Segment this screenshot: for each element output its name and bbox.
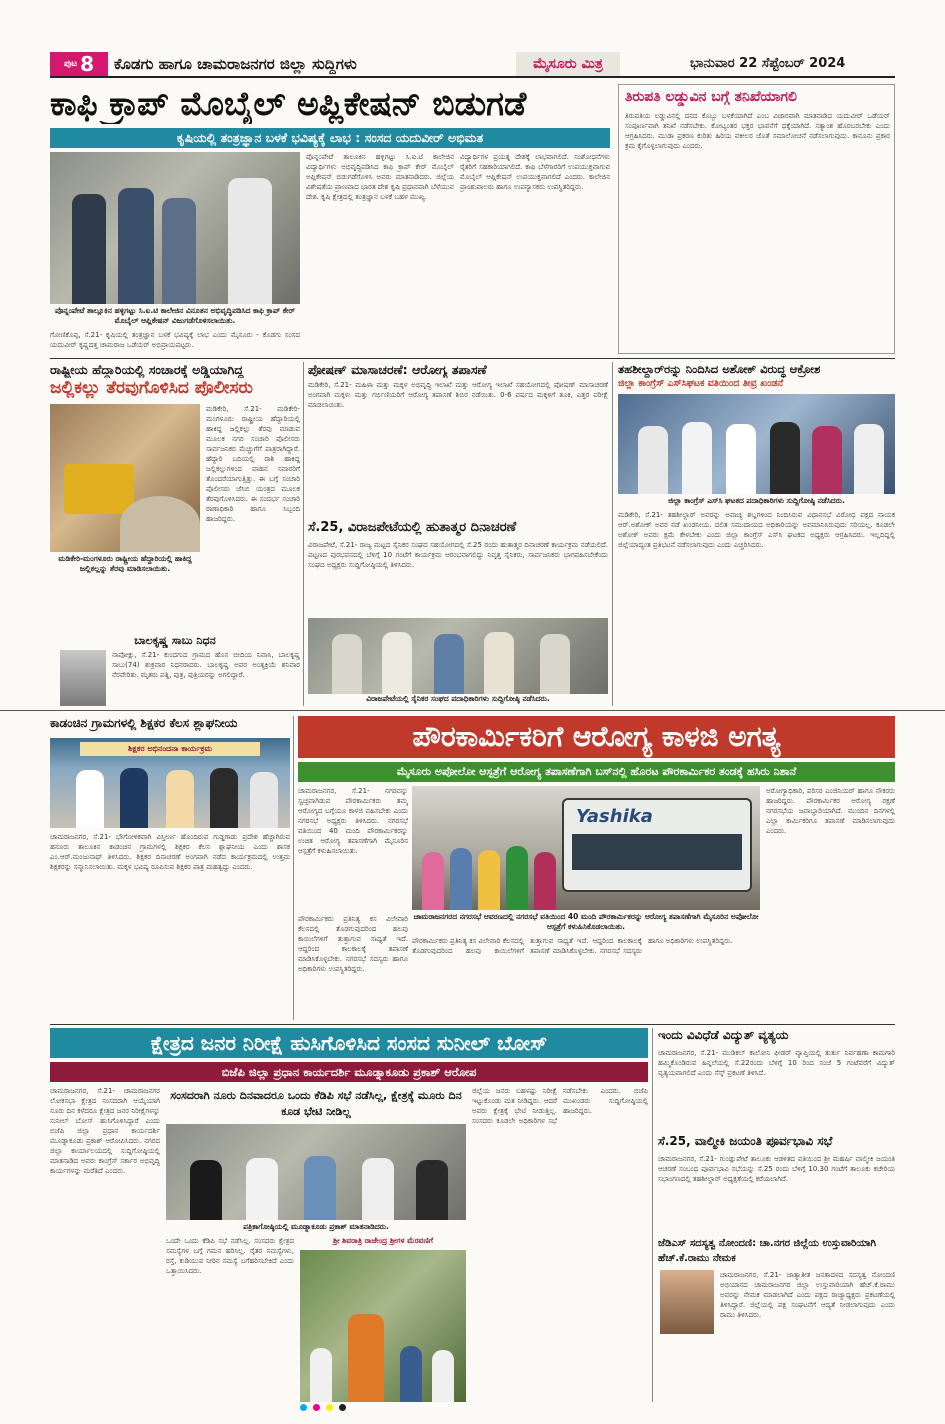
procession-photo — [300, 1250, 466, 1402]
pourakarmika-headline-bar — [298, 716, 895, 758]
police-photo-caption: ಮಡಿಕೇರಿ-ಮಂಗಳೂರು ರಾಷ್ಟ್ರೀಯ ಹೆದ್ದಾರಿಯಲ್ಲಿ ಹಾಕಿದ್ದ ಜಲ್ಲಿಕಲ್ಲನ್ನು ತೆರವು ಮಾಡಿಸಲಾಯಿತು. — [58, 554, 192, 573]
column-divider — [652, 1028, 653, 1402]
page-number: 8 — [80, 52, 95, 76]
sunil-body-3: ಜಿಲ್ಲೆಯ ಜನರು ಬಹಳಷ್ಟು ನಿರೀಕ್ಷೆ ಇಟ್ಟುಕೊಂಡು ಮತ ನೀಡಿದ್ದರು. ಆದರೆ ಅವರು ಕ್ಷೇತ್ರಕ್ಕೆ ಭೇಟಿ ನೀಡುತ್ತಿಲ್ಲ. ಸಂಸದರು ಕೂಡಲೇ ಅಧಿಕಾರಿಗಳ ಸಭೆ ನಡೆಸಬೇಕು ಎಂದರು. ಬಿಜೆಪಿ ಮುಖಂಡರು ಸುದ್ದಿಗೋಷ್ಠಿಯಲ್ಲಿ ಹಾಜರಿದ್ದರು. — [472, 1087, 648, 1125]
sunil-photo — [166, 1124, 466, 1220]
section-title: ಕೊಡಗು ಹಾಗೂ ಚಾಮರಾಜನಗರ ಜಿಲ್ಲಾ ಸುದ್ದಿಗಳು — [114, 55, 357, 73]
police-photo — [50, 404, 200, 552]
lead-body-2: ಪೊನ್ನಂಪೇಟೆ ತಾಲೂಕಿನ ಹಳ್ಳಿಗಟ್ಟು ಸಿ.ಐ.ಟಿ ಕಾಲೇಜಿನ ವಿದ್ಯಾರ್ಥಿಗಳು ಅಭಿವೃದ್ಧಿಪಡಿಸಿದ ಕಾಫಿ ಕ್ರಾಪ್ ಕೇರ್ ಮೊಬೈಲ್ ಅಪ್ಲಿಕೇಷನ್ ಬಿಡುಗಡೆಗೊಳಿಸಿ ಅವರು ಮಾತನಾಡಿದರು. ಜಿಲ್ಲೆಯ ವಿಶೇಷತೆಯ ಪ್ರಾಣವಾದ ಭಾರತ ದೇಶ ಕೃಷಿ ಪ್ರಧಾನವಾಗಿ ಬೆಳೆಯುವ ದೇಶ. ಕೃಷಿ ಕ್ಷೇತ್ರದಲ್ಲಿ ತಂತ್ರಜ್ಞಾನ ಬಳಕೆ ಬಹಳ ಮುಖ್ಯ. — [306, 153, 454, 201]
fold-line — [0, 710, 945, 711]
print-registration-marks — [300, 1404, 346, 1411]
pourakarmika-photo — [412, 786, 760, 910]
page-number-box — [50, 52, 108, 76]
tirupati-body: ತಿರುಪತಿಯ ಲಡ್ಡುವಿನಲ್ಲಿ ದನದ ಕೊಬ್ಬು ಬಳಕೆಯಾಗಿದೆ ಎಂಬ ವಿಚಾರವಾಗಿ ಮಾತನಾಡಿದ ಯದುವೀರ್ ಒಡೆಯರ್ ಸಂಪೂರ್ಣವಾಗಿ ತನಿಖೆ ನಡೆಸಬೇಕು. ಕೋಟ್ಯಂತರ ಭಕ್ತರ ಭಾವನೆಗೆ ಧಕ್ಕೆಯಾಗಿದೆ. ಸತ್ಯಾಂಶ ಹೊರಬರಬೇಕು ಎಂದು ಆಗ್ರಹಿಸಿದರು. ಮುಡಾ ಪ್ರಕರಣ ಕುರಿತು ಹಿರಿಯ ವಕೀಲರ ಜೊತೆ ಸಮಾಲೋಚನೆ ನಡೆಸಲಾಗುವುದು. ಕಾನೂನು ಪ್ರಕಾರ ಕ್ರಮ ಕೈಗೊಳ್ಳಲಾಗುವುದು ಎಂದರು. — [625, 112, 890, 150]
sunil-box-headline: ಸಂಸದರಾಗಿ ನೂರು ದಿನವಾದರೂ ಒಂದು ಕೆಡಿಪಿ ಸಭೆ ನಡೆಸಿಲ್ಲ, ಕ್ಷೇತ್ರಕ್ಕೆ ಮೂರು ದಿನ ಕೂಡ ಭೇಟಿ ನೀಡಿಲ್ಲ — [170, 1089, 462, 1118]
issue-date: ಭಾನುವಾರ 22 ಸೆಪ್ಟೆಂಬರ್ 2024 — [690, 56, 846, 71]
nutrition-headline: ಪೋಷಣ್ ಮಾಸಾಚರಣೆ: ಆರೋಗ್ಯ ತಪಾಸಣೆ — [308, 362, 487, 377]
police-headline: ಜಲ್ಲಿಕಲ್ಲು ತೆರವುಗೊಳಿಸಿದ ಪೊಲೀಸರು — [50, 378, 253, 398]
pourakarmika-body-3: ಅರೋಗ್ಯಾಧಿಕಾರಿ, ಪರಿಸರ ಎಂಜಿನಿಯರ್ ಹಾಗೂ ನೌಕರರು ಹಾಜರಿದ್ದರು. ಪೌರಕಾರ್ಮಿಕರ ಆರೋಗ್ಯ ರಕ್ಷಣೆ ನಗರಸಭೆಯ ಜವಾಬ್ದಾರಿಯಾಗಿದೆ. ಮುಂದಿನ ದಿನಗಳಲ್ಲಿ ಎಲ್ಲಾ ಕಾರ್ಮಿಕರಿಗೂ ತಪಾಸಣೆ ಮಾಡಿಸಲಾಗುವುದು ಎಂದರು. — [766, 787, 895, 835]
congress-body: ಮಡಿಕೇರಿ, ಸೆ.21- ತಹಶೀಲ್ದಾರ್ ಅವರನ್ನು ಅವಾಚ್ಯ ಶಬ್ದಗಳಿಂದ ನಿಂದಿಸಿರುವ ವಿಧಾನಸಭೆ ವಿರೋಧ ಪಕ್ಷದ ನಾಯಕ ಆರ್.ಅಶೋಕ್ ಅವರ ನಡೆ ಖಂಡನೀಯ. ದಲಿತ ಸಮುದಾಯದ ಅಧಿಕಾರಿಯನ್ನು ಅವಮಾನಿಸಿರುವುದು ಸರಿಯಲ್ಲ. ಕೂಡಲೇ ಅಶೋಕ್ ಅವರು ಕ್ಷಮೆ ಕೇಳಬೇಕು ಎಂದು ಜಿಲ್ಲಾ ಕಾಂಗ್ರೆಸ್ ಎಸ್‌ಸಿ ಘಟಕದ ಅಧ್ಯಕ್ಷರು ಆಗ್ರಹಿಸಿದರು. ಇಲ್ಲದಿದ್ದಲ್ಲಿ ಜಿಲ್ಲೆಯಾದ್ಯಂತ ಪ್ರತಿಭಟನೆ ನಡೆಸಲಾಗುವುದು ಎಂದು ಎಚ್ಚರಿಸಿದರು. — [618, 511, 895, 549]
tirupati-headline: ತಿರುಪತಿ ಲಡ್ಡುವಿನ ಬಗ್ಗೆ ತನಿಖೆಯಾಗಲಿ — [625, 89, 797, 105]
pourakarmika-subhead: ಮೈಸೂರು ಅಪೋಲೋ ಆಸ್ಪತ್ರೆಗೆ ಆರೋಗ್ಯ ತಪಾಸಣೆಗಾಗಿ ಬಸ್‌ನಲ್ಲಿ ಹೊರಟ ಪೌರಕಾರ್ಮಿಕರ ತಂಡಕ್ಕೆ ಹಸಿರು ನಿಶಾನೆ — [298, 762, 895, 782]
obituary-photo — [60, 650, 106, 706]
congress-headline: ತಹಶೀಲ್ದಾರ್‌ರನ್ನು ನಿಂದಿಸಿದ ಅಶೋಕ್ ವಿರುದ್ಧ ಆಕ್ರೋಶ — [618, 362, 821, 376]
martyrs-day-photo-caption: ವಿರಾಜಪೇಟೆಯಲ್ಲಿ ಸೈನಿಕರ ಸಂಘದ ಪದಾಧಿಕಾರಿಗಳು ಸುದ್ದಿಗೋಷ್ಠಿ ನಡೆಸಿದರು. — [366, 694, 550, 703]
sunil-photo-caption: ಪತ್ರಿಕಾಗೋಷ್ಠಿಯಲ್ಲಿ ಮೂಡ್ನಾಕೂಡು ಪ್ರಕಾಶ್ ಮಾತನಾಡಿದರು. — [243, 1222, 389, 1231]
lead-body-1: ಗೋಣಿಕೊಪ್ಪ, ಸೆ.21- ಕೃಷಿಯಲ್ಲಿ ತಂತ್ರಜ್ಞಾನ ಬಳಕೆ ಭವಿಷ್ಯಕ್ಕೆ ಲಾಭ ಎಂದು ಮೈಸೂರು - ಕೊಡಗು ಸಂಸದ ಯದುವೀರ್ ಕೃಷ್ಣದತ್ತ ಚಾಮರಾಜ ಒಡೆಯರ್ ಅಭಿಪ್ರಾಯಪಟ್ಟರು. — [50, 331, 300, 349]
pourakarmika-body-2: ಪೌರಕಾರ್ಮಿಕರು ಪ್ರತಿನಿತ್ಯ ಕಸ ವಿಲೇವಾರಿ ಕೆಲಸದಲ್ಲಿ ತೊಡಗುವುದರಿಂದ ಹಲವು ಕಾಯಿಲೆಗಳಿಗೆ ತುತ್ತಾಗುವ ಸಾಧ್ಯತೆ ಇದೆ. ಆದ್ದರಿಂದ ಕಾಲಕಾಲಕ್ಕೆ ತಪಾಸಣೆ ಮಾಡಿಸಿಕೊಳ್ಳಬೇಕು. ನಗರಸಭೆ ಸದಸ್ಯರು ಹಾಗೂ ಅಧಿಕಾರಿಗಳು ಉಪಸ್ಥಿತರಿದ್ದರು. — [412, 937, 733, 955]
column-divider — [612, 362, 613, 706]
page-label: ಪುಟ — [63, 59, 78, 69]
newspaper-logo: ಮೈಸೂರು ಮಿತ್ರ — [516, 52, 620, 76]
lead-photo — [50, 152, 300, 304]
police-kicker: ರಾಷ್ಟ್ರೀಯ ಹೆದ್ದಾರಿಯಲ್ಲಿ ಸಂಚಾರಕ್ಕೆ ಅಡ್ಡಿಯಾಗಿದ್ದ — [50, 362, 244, 377]
jds-photo — [660, 1270, 714, 1334]
lead-subhead: ಕೃಷಿಯಲ್ಲಿ ತಂತ್ರಜ್ಞಾನ ಬಳಕೆ ಭವಿಷ್ಯಕ್ಕೆ ಲಾಭ : ಸಂಸದ ಯದುವೀರ್ ಅಭಿಮತ — [50, 128, 610, 148]
jds-headline: ಜೆಡಿಎಸ್ ಸದಸ್ಯತ್ವ ನೋಂದಣಿ: ಚಾ.ನಗರ ಜಿಲ್ಲೆಯ ಉಸ್ತುವಾರಿಯಾಗಿ ಹೆಚ್.ಕೆ.ರಾಮು ನೇಮಕ — [658, 1238, 876, 1264]
teachers-body: ಚಾಮರಾಜನಗರ, ಸೆ.21- ಭೌಗೋಳಿಕವಾಗಿ ವಿಸ್ತೀರ್ಣ ಹೊಂದಿರುವ ಗುಡ್ಡಗಾಡು ಪ್ರದೇಶ ಹೆಚ್ಚಾಗಿರುವ ಹನೂರು ತಾಲೂಕಿನ ಕಾಡಂಚಿನ ಗ್ರಾಮಗಳಲ್ಲಿ ಶಿಕ್ಷಕರ ಕೆಲಸ ಶ್ಲಾಘನೀಯ ಎಂದು ಶಾಸಕ ಎಂ.ಆರ್.ಮಂಜುನಾಥ್ ತಿಳಿಸಿದರು. ಶಿಕ್ಷಕರ ದಿನಾಚರಣೆ ಅಂಗವಾಗಿ ನಡೆದ ಕಾರ್ಯಕ್ರಮದಲ್ಲಿ ಉತ್ತಮ ಶಿಕ್ಷಕರನ್ನು ಸನ್ಮಾನಿಸಲಾಯಿತು. ಮಕ್ಕಳ ಭವಿಷ್ಯ ರೂಪಿಸುವ ಶಿಕ್ಷಕರ ಪಾತ್ರ ಮಹತ್ವದ್ದು ಎಂದರು. — [50, 833, 290, 871]
lead-photo-caption: ಪೊನ್ನಂಪೇಟೆ ತಾಲ್ಲೂಕಿನ ಹಳ್ಳಿಗಟ್ಟು ಸಿ.ಐ.ಟಿ ಕಾಲೇಜಿನ ವಿನೂತನ ಅಭಿವೃದ್ಧಿಪಡಿಸಿದ ಕಾಫಿ ಕ್ರಾಪ್ ಕೇರ್ ಮೊಬೈಲ್ ಆಪ್ಲಿಕೇಷನ್ ವಿಜುಗಡೆಗೊಳಿಸಲಾಯಿತು. — [55, 306, 295, 325]
pourakarmika-photo-caption: ಚಾಮರಾಜನಗರದ ನಗರಸಭೆ ಆವರಣದಲ್ಲಿ ನಗರಸಭೆ ವತಿಯಿಂದ 40 ಮಂದಿ ಪೌರಕಾರ್ಮಿಕರನ್ನು ಆರೋಗ್ಯ ತಪಾಸಣೆಗಾಗಿ ಮೈಸೂರಿನ ಅಪೋಲೋ ಆಸ್ಪತ್ರೆಗೆ ಕಳುಹಿಸಿಕೊಡಲಾಯಿತು. — [413, 912, 759, 931]
police-body: ಮಡಿಕೇರಿ, ಸೆ.21- ಮಡಿಕೇರಿ-ಮಂಗಳೂರು ರಾಷ್ಟ್ರೀಯ ಹೆದ್ದಾರಿಯಲ್ಲಿ ಹಾಕಿದ್ದ ಜಲ್ಲಿಕಲ್ಲು ತೆರವು ಮಾಡುವ ಮೂಲಕ ನಗರ ಸಂಚಾರಿ ಪೊಲೀಸರು ಸಾರ್ವಜನಿಕರ ಮೆಚ್ಚುಗೆಗೆ ಪಾತ್ರರಾಗಿದ್ದಾರೆ. ಹೆದ್ದಾರಿ ಬದಿಯಲ್ಲಿ ರಾಶಿ ಹಾಕಿದ್ದ ಜಲ್ಲಿಕಲ್ಲುಗಳಿಂದ ವಾಹನ ಸವಾರರಿಗೆ ತೊಂದರೆಯಾಗುತ್ತಿತ್ತು. ಈ ಬಗ್ಗೆ ಸಂಚಾರಿ ಪೊಲೀಸರು ಜೆಸಿಬಿ ಯಂತ್ರದ ಮೂಲಕ ತೆರವುಗೊಳಿಸಿದರು. ಈ ಸಂದರ್ಭ ಸಂಚಾರಿ ಠಾಣಾಧಿಕಾರಿ ಹಾಗೂ ಸಿಬ್ಬಂದಿ ಹಾಜರಿದ್ದರು. — [206, 405, 300, 523]
jds-body: ಚಾಮರಾಜನಗರ, ಸೆ.21- ಜಾತ್ಯಾತೀತ ಜನತಾದಳದ ಸದಸ್ಯತ್ವ ನೋಂದಣಿ ಅಭಿಯಾನದ ಚಾಮರಾಜನಗರ ಜಿಲ್ಲಾ ಉಸ್ತುವಾರಿಯಾಗಿ ಹೆಚ್.ಕೆ.ರಾಮು ಅವರನ್ನು ನೇಮಕ ಮಾಡಲಾಗಿದೆ ಎಂದು ಪಕ್ಷದ ರಾಜ್ಯಾಧ್ಯಕ್ಷರು ಪ್ರಕಟಣೆಯಲ್ಲಿ ತಿಳಿಸಿದ್ದಾರೆ. ಜಿಲ್ಲೆಯಲ್ಲಿ ಪಕ್ಷ ಸಂಘಟನೆಗೆ ಆದ್ಯತೆ ನೀಡಲಾಗುವುದು ಎಂದು ರಾಮು ತಿಳಿಸಿದರು. — [720, 1271, 895, 1319]
teachers-banner: ಶಿಕ್ಷಕರ ಅಭಿನಂದನಾ ಕಾರ್ಯಕ್ರಮ — [80, 742, 260, 756]
sunil-body-1: ಚಾಮರಾಜನಗರ, ಸೆ.21- ಚಾಮರಾಜನಗರ ಲೋಕಸಭಾ ಕ್ಷೇತ್ರದ ಸಂಸದರಾಗಿ ಆಯ್ಕೆಯಾಗಿ ನೂರು ದಿನ ಕಳೆದರೂ ಕ್ಷೇತ್ರದ ಜನರ ನಿರೀಕ್ಷೆಗಳನ್ನು ಸುನೀಲ್ ಬೋಸ್ ಹುಸಿಗೊಳಿಸಿದ್ದಾರೆ ಎಂದು ಬಿಜೆಪಿ ಜಿಲ್ಲಾ ಪ್ರಧಾನ ಕಾರ್ಯದರ್ಶಿ ಮೂಡ್ನಾಕೂಡು ಪ್ರಕಾಶ್ ಆರೋಪಿಸಿದರು. ನಗರದ ಜಿಲ್ಲಾ ಕಾರ್ಯಾಲಯದಲ್ಲಿ ಸುದ್ದಿಗೋಷ್ಠಿಯಲ್ಲಿ ಮಾತನಾಡಿದ ಅವರು ಕಾಂಗ್ರೆಸ್ ಸರ್ಕಾರ ಅಭಿವೃದ್ಧಿ ಕಾರ್ಯಗಳನ್ನು ಮರೆತಿದೆ ಎಂದರು. — [50, 1087, 160, 1175]
sunil-photo2-caption: ಶ್ರೀ ಶಿವರಾತ್ರಿ ರಾಜೇಂದ್ರ ಶ್ರೀಗಳ ಮೆರವಣಿಗೆ — [332, 1236, 434, 1245]
obituary-body: ನಾಪೋಕ್ಲು, ಸೆ.21- ಕುಂದಗುದ ಗ್ರಾಮದ ಹೊಸ ಬೀದಿಯ ನಿವಾಸಿ, ಬಾಲಕೃಷ್ಣ ಸಾಬು(74) ಶುಕ್ರವಾರ ನಿಧನರಾದರು. ಬಾಲಕೃಷ್ಣ ಅವರ ಅಂತ್ಯಕ್ರಿಯೆ ಶನಿವಾರ ನೆರವೇರಿತು. ಮೃತರು ಪತ್ನಿ, ಪುತ್ರ, ಪುತ್ರಿಯರನ್ನು ಅಗಲಿದ್ದಾರೆ. — [112, 651, 300, 679]
jayanti-body: ಚಾಮರಾಜನಗರ, ಸೆ.21- ಗುಂಡ್ಲುಪೇಟೆ ತಾಲೂಕು ಆಡಳಿತದ ವತಿಯಿಂದ ಶ್ರೀ ಮಹರ್ಷಿ ವಾಲ್ಮೀಕಿ ಜಯಂತಿ ಆಚರಣೆ ಸಂಬಂಧ ಪೂರ್ವಭಾವಿ ಸಭೆಯನ್ನು ಸೆ.25 ರಂದು ಬೆಳಿಗ್ಗೆ 10.30 ಗಂಟೆಗೆ ತಾಲೂಕು ಕಚೇರಿಯ ಸಭಾಂಗಣದಲ್ಲಿ ತಹಶೀಲ್ದಾರ್ ಅಧ್ಯಕ್ಷತೆಯಲ್ಲಿ ಕರೆಯಲಾಗಿದೆ. — [658, 1155, 895, 1183]
teachers-headline: ಕಾಡಂಚಿನ ಗ್ರಾಮಗಳಲ್ಲಿ ಶಿಕ್ಷಕರ ಕೆಲಸ ಶ್ಲಾಘನೀಯ — [50, 716, 238, 730]
pourakarmika-body-2a: ಪೌರಕಾರ್ಮಿಕರು ಪ್ರತಿನಿತ್ಯ ಕಸ ವಿಲೇವಾರಿ ಕೆಲಸದಲ್ಲಿ ತೊಡಗುವುದರಿಂದ ಹಲವು ಕಾಯಿಲೆಗಳಿಗೆ ತುತ್ತಾಗುವ ಸಾಧ್ಯತೆ ಇದೆ. ಆದ್ದರಿಂದ ಕಾಲಕಾಲಕ್ಕೆ ತಪಾಸಣೆ ಮಾಡಿಸಿಕೊಳ್ಳಬೇಕು. ನಗರಸಭೆ ಸದಸ್ಯರು ಹಾಗೂ ಅಧಿಕಾರಿಗಳು ಉಪಸ್ಥಿತರಿದ್ದರು. — [298, 915, 408, 973]
congress-photo — [618, 394, 895, 494]
nutrition-body: ಮಡಿಕೇರಿ, ಸೆ.21- ಮಹಿಳಾ ಮತ್ತು ಮಕ್ಕಳ ಅಭಿವೃದ್ಧಿ ಇಲಾಖೆ ಮತ್ತು ಆರೋಗ್ಯ ಇಲಾಖೆ ಸಹಯೋಗದಲ್ಲಿ ಪೋಷಣ್ ಮಾಸಾಚರಣೆ ಅಂಗವಾಗಿ ಮಕ್ಕಳು ಮತ್ತು ಗರ್ಭಿಣಿಯರಿಗೆ ಆರೋಗ್ಯ ತಪಾಸಣೆ ಶಿಬಿರ ನಡೆಯಿತು. 0-6 ವರ್ಷದ ಮಕ್ಕಳಿಗೆ ತೂಕ, ಎತ್ತರ ಪರೀಕ್ಷೆ ಮಾಡಲಾಯಿತು. — [308, 381, 608, 409]
martyrs-day-headline: ಸೆ.25, ವಿರಾಜಪೇಟೆಯಲ್ಲಿ ಹುತಾತ್ಮರ ದಿನಾಚರಣೆ — [308, 520, 517, 535]
sunil-headline: ಕ್ಷೇತ್ರದ ಜನರ ನಿರೀಕ್ಷೆ ಹುಸಿಗೊಳಿಸಿದ ಸಂಸದ ಸುನೀಲ್ ಬೋಸ್ — [150, 1031, 548, 1055]
column-divider — [303, 362, 304, 706]
pourakarmika-body-1: ಚಾಮರಾಜನಗರ, ಸೆ.21- ನಗರವನ್ನು ಸ್ವಚ್ಛವಾಗಿಡುವ ಪೌರಕಾರ್ಮಿಕರು ತಮ್ಮ ಆರೋಗ್ಯದ ಬಗ್ಗೆಯೂ ಕಾಳಜಿ ವಹಿಸಬೇಕು ಎಂದು ನಗರಸಭೆ ಅಧ್ಯಕ್ಷರು ತಿಳಿಸಿದರು. ನಗರಸಭೆ ವತಿಯಿಂದ 40 ಮಂದಿ ಪೌರಕಾರ್ಮಿಕರನ್ನು ಉಚಿತ ಆರೋಗ್ಯ ತಪಾಸಣೆಗಾಗಿ ಮೈಸೂರಿನ ಆಸ್ಪತ್ರೆಗೆ ಕಳುಹಿಸಲಾಯಿತು. — [298, 787, 408, 855]
obituary-headline: ಬಾಲಕೃಷ್ಣ ಸಾಬು ನಿಧನ — [134, 634, 216, 647]
congress-photo-caption: ಜಿಲ್ಲಾ ಕಾಂಗ್ರೆಸ್ ಎಸ್‌ಸಿ ಘಟಕದ ಪದಾಧಿಕಾರಿಗಳು ಸುದ್ದಿಗೋಷ್ಠಿ ನಡೆಸಿದರು. — [668, 496, 845, 505]
divider — [50, 358, 895, 359]
sunil-body-2: ಒಂದೇ ಒಂದು ಕೆಡಿಪಿ ಸಭೆ ನಡೆಸಿಲ್ಲ. ಸಂಸದರು ಕ್ಷೇತ್ರದ ಸಮಸ್ಯೆಗಳ ಬಗ್ಗೆ ಗಮನ ಹರಿಸಿಲ್ಲ. ರೈತರ ಸಮಸ್ಯೆಗಳು, ರಸ್ತೆ, ಕುಡಿಯುವ ನೀರಿನ ಸಮಸ್ಯೆ ಬಗೆಹರಿಸಬೇಕಿದೆ ಎಂದು ಒತ್ತಾಯಿಸಿದರು. — [166, 1237, 294, 1275]
sunil-subhead: ಬಿಜೆಪಿ ಜಿಲ್ಲಾ ಪ್ರಧಾನ ಕಾರ್ಯದರ್ಶಿ ಮೂಡ್ನಾಕೂಡು ಪ್ರಕಾಶ್ ಆರೋಪ — [50, 1062, 648, 1082]
sunil-headline-bar — [50, 1028, 648, 1058]
jayanti-headline: ಸೆ.25, ವಾಲ್ಮೀಕಿ ಜಯಂತಿ ಪೂರ್ವಭಾವಿ ಸಭೆ — [658, 1134, 833, 1148]
teachers-photo — [50, 738, 290, 828]
congress-subhead: ಜಿಲ್ಲಾ ಕಾಂಗ್ರೆಸ್ ಎಸ್‌ಸಿಘಟಕ ವತಿಯಿಂದ ತೀವ್ರ ಖಂಡನೆ — [618, 378, 784, 389]
pourakarmika-headline: ಪೌರಕಾರ್ಮಿಕರಿಗೆ ಆರೋಗ್ಯ ಕಾಳಜಿ ಅಗತ್ಯ — [412, 720, 781, 753]
martyrs-day-photo — [308, 618, 608, 694]
lead-headline: ಕಾಫಿ ಕ್ರಾಪ್ ಮೊಬೈಲ್ ಅಪ್ಲಿಕೇಷನ್ ಬಿಡುಗಡೆ — [50, 84, 527, 123]
divider — [50, 1024, 895, 1025]
bus-branding: Yashika — [576, 806, 653, 827]
lead-body-3: ವಿದ್ಯಾರ್ಥಿಗಳ ಪ್ರಯತ್ನ ದೇಶಕ್ಕೆ ಲಾಭವಾಗಲಿದೆ. ಸಂಶೋಧನೆಗಳು ರೈತರಿಗೆ ಸಹಕಾರಿಯಾಗಲಿದೆ. ಕಾಫಿ ಬೆಳೆಗಾರರಿಗೆ ಉಪಯುಕ್ತವಾಗುವ ಮೊಬೈಲ್ ಆಪ್ಲಿಕೇಷನ್ ಉಪಯುಕ್ತವಾಗಲಿದೆ ಎಂದರು. ಕಾಲೇಜಿನ ಪ್ರಾಂಶುಪಾಲರು ಹಾಗೂ ಉಪನ್ಯಾಸಕರು ಉಪಸ್ಥಿತರಿದ್ದರು. — [460, 153, 610, 191]
column-divider — [293, 716, 294, 1020]
masthead — [50, 52, 895, 78]
martyrs-day-body: ವಿರಾಜಪೇಟೆ, ಸೆ.21- ರಾಜ್ಯ ಮಟ್ಟದ ಸೈನಿಕರ ಸಂಘದ ಸಹಯೋಗದಲ್ಲಿ ಸೆ.25 ರಂದು ಹುತಾತ್ಮರ ದಿನಾಚರಣೆ ಕಾರ್ಯಕ್ರಮ ನಡೆಯಲಿದೆ. ಪಟ್ಟಣದ ಪುರಭವನದಲ್ಲಿ ಬೆಳಿಗ್ಗೆ 10 ಗಂಟೆಗೆ ಕಾರ್ಯಕ್ರಮ ಆರಂಭವಾಗಲಿದ್ದು ನಿವೃತ್ತ ಸೈನಿಕರು, ಸಾರ್ವಜನಿಕರು ಭಾಗವಹಿಸಬೇಕೆಂದು ಸಂಘದ ಅಧ್ಯಕ್ಷರು ಸುದ್ದಿಗೋಷ್ಠಿಯಲ್ಲಿ ತಿಳಿಸಿದರು. — [308, 541, 608, 569]
power-cut-body: ಚಾಮರಾಜನಗರ, ಸೆ.21- ಮುಡಿಕಲ್ ಕಾಲೋನಿ ಫೀಡರ್ ವ್ಯಾಪ್ತಿಯಲ್ಲಿ ತುರ್ತು ನಿರ್ವಹಣಾ ಕಾಮಗಾರಿ ಹಮ್ಮಿಕೊಂಡಿರುವ ಹಿನ್ನಲೆಯಲ್ಲಿ ಸೆ.22ರಂದು ಬೆಳಿಗ್ಗೆ 10 ರಿಂದ ಸಂಜೆ 5 ಗಂಟೆವರೆಗೆ ವಿದ್ಯುತ್ ವ್ಯತ್ಯಯವಾಗಲಿದೆ ಎಂದು ಸೆಸ್ಕ್ ಪ್ರಕಟಣೆ ತಿಳಿಸಿದೆ. — [658, 1049, 895, 1077]
tirupati-box — [618, 84, 895, 354]
power-cut-headline: ಇಂದು ವಿವಿಧೆಡೆ ವಿದ್ಯುತ್ ವ್ಯತ್ಯಯ — [658, 1028, 789, 1042]
